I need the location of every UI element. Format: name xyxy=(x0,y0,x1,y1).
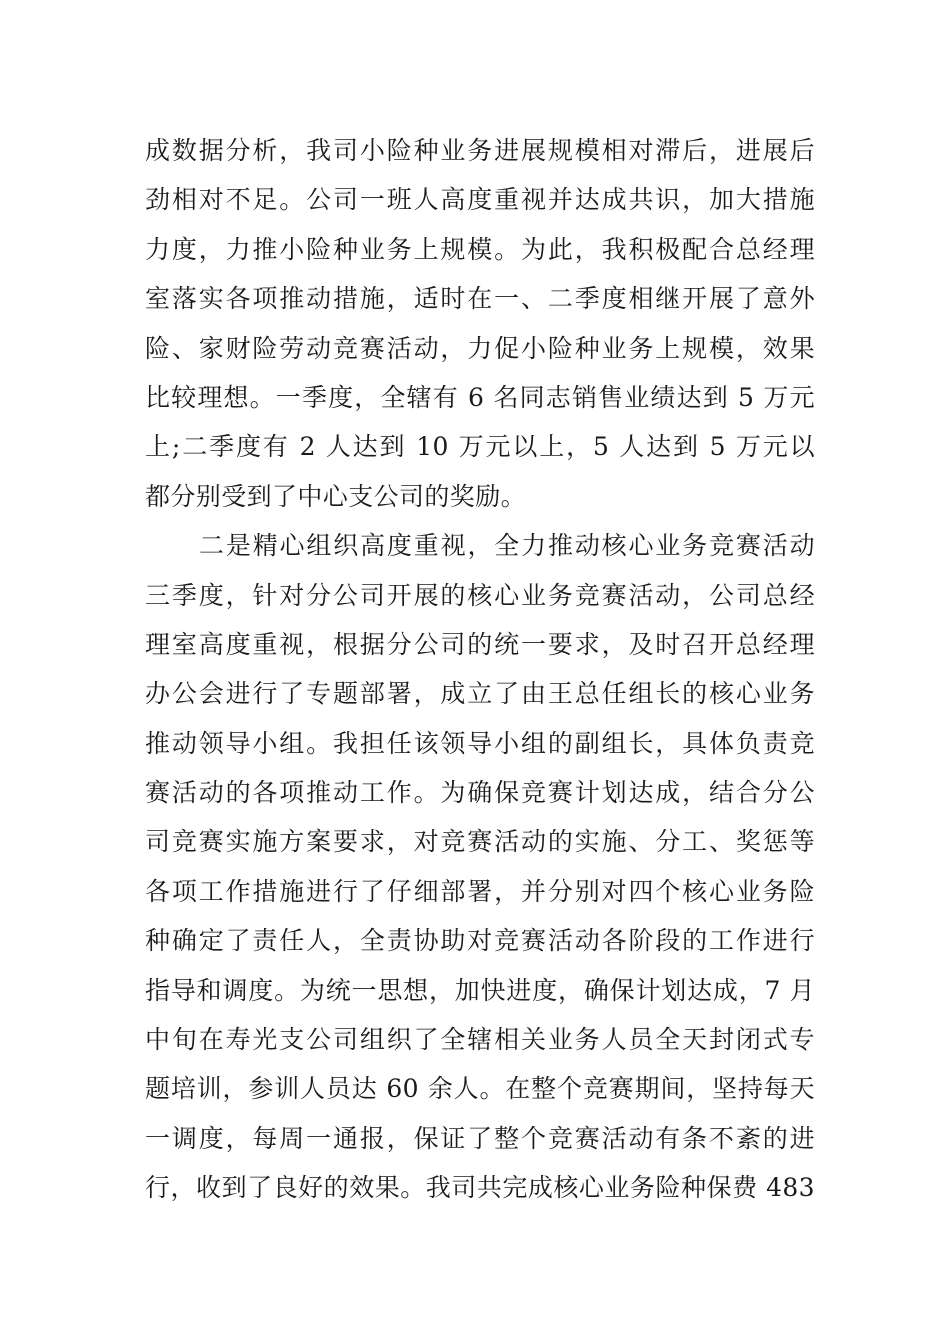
text-line-21: 一调度，每周一通报，保证了整个竞赛活动有条不紊的进 xyxy=(145,1123,815,1153)
text-line-10: 三季度，针对分公司开展的核心业务竞赛活动，公司总经 xyxy=(145,580,815,610)
text-line-16: 各项工作措施进行了仔细部署，并分别对四个核心业务险 xyxy=(145,876,815,906)
text-line-14: 赛活动的各项推动工作。为确保竞赛计划达成，结合分公 xyxy=(145,778,815,808)
text-line-1: 成数据分析，我司小险种业务进展规模相对滞后，进展后 xyxy=(145,136,815,165)
text-line-2: 劲相对不足。公司一班人高度重视并达成共识，加大措施 xyxy=(145,185,815,215)
text-line-11: 理室高度重视，根据分公司的统一要求，及时召开总经理 xyxy=(145,629,815,659)
text-line-12: 办公会进行了专题部署，成立了由王总任组长的核心业务 xyxy=(145,679,815,709)
text-line-6: 比较理想。一季度，全辖有 6 名同志销售业绩达到 5 万元 xyxy=(145,382,815,412)
text-line-17: 种确定了责任人，全责协助对竞赛活动各阶段的工作进行 xyxy=(145,926,815,956)
text-line-20: 题培训，参训人员达 60 余人。在整个竞赛期间，坚持每天 xyxy=(145,1074,815,1104)
text-line-5: 险、家财险劳动竞赛活动，力促小险种业务上规模，效果 xyxy=(145,333,815,363)
document-body xyxy=(145,126,815,1213)
text-line-8: 都分别受到了中心支公司的奖励。 xyxy=(145,481,527,511)
text-line-7: 上;二季度有 2 人达到 10 万元以上，5 人达到 5 万元以 xyxy=(145,432,815,462)
text-line-15: 司竞赛实施方案要求，对竞赛活动的实施、分工、奖惩等 xyxy=(145,827,815,857)
text-line-13: 推动领导小组。我担任该领导小组的副组长，具体负责竞 xyxy=(145,728,815,758)
text-line-22: 行，收到了良好的效果。我司共完成核心业务险种保费 483 xyxy=(145,1173,815,1203)
text-line-4: 室落实各项推动措施，适时在一、二季度相继开展了意外 xyxy=(145,284,815,314)
text-line-3: 力度，力推小险种业务上规模。为此，我积极配合总经理 xyxy=(145,234,815,264)
text-line-19: 中旬在寿光支公司组织了全辖相关业务人员全天封闭式专 xyxy=(145,1025,815,1055)
text-line-18: 指导和调度。为统一思想，加快进度，确保计划达成，7 月 xyxy=(145,975,815,1005)
paragraph-heading-line: 二是精心组织高度重视，全力推动核心业务竞赛活动 xyxy=(199,531,815,561)
